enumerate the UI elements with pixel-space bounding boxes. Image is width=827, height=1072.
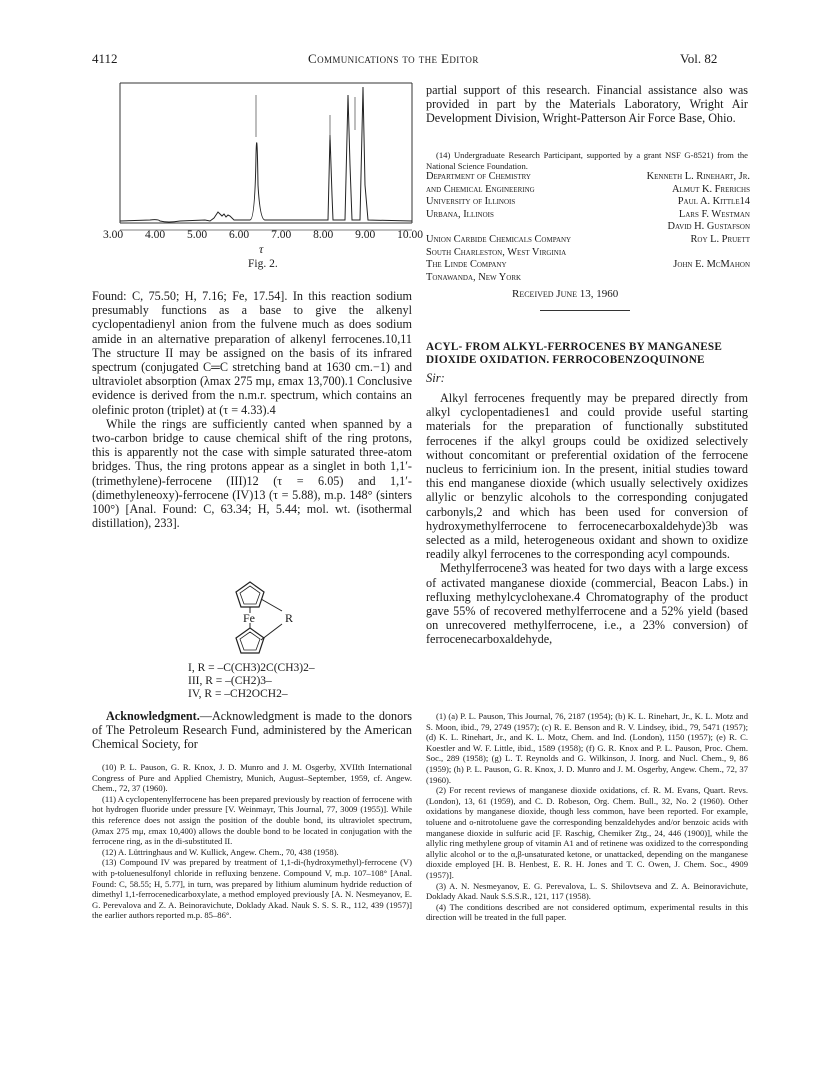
page-number: 4112: [92, 51, 118, 66]
tick-label: 10.00: [397, 229, 423, 241]
footnote: (14) Undergraduate Research Participant, supported by a grant NSF G-8521) from the National Science Foundation.: [426, 150, 748, 171]
nmr-figure: [110, 75, 420, 255]
affiliation-line: Department of Chemistry: [426, 171, 531, 182]
running-title: Communications to the Editor: [308, 51, 479, 66]
section-divider: [540, 310, 630, 311]
volume: Vol. 82: [680, 51, 718, 66]
author-name: Almut K. Frerichs: [672, 183, 750, 195]
paragraph: Methylferrocene3 was heated for two days with a large excess of activated manganese dioxide (commercial, Beacon Labs.) in refluxing methylcyclohexane.4 Chromatography of the product gave 55% of recovered methylferrocene and a 52% yield (based on unrecovered methylferrocene, i.e., a 23% conversion) of ferrocenecarboxaldehyde,: [426, 561, 748, 647]
paragraph: While the rings are sufficiently canted when spanned by a two-carbon bridge to cause chemical shift of the ring protons, this is apparently not the case with simple saturated three-atom bridges. Thus, the ring protons appear as a singlet in both 1,1′-(trimethylene)-ferrocene (III)12 (τ = 6.05) and 1,1′-(dimethyleneoxy)-ferrocene (IV)13 (τ = 5.88), m.p. 148° (sinters 100°) [Anal. Found: C, 63.34; H, 5.44; mol. wt. (isothermal distillation), 233].: [92, 416, 412, 531]
paragraph: Alkyl ferrocenes frequently may be prepared directly from alkyl cyclopentadienes1 and could provide useful starting materials for the preparation of functionally substituted ferrocenes if the alkyl groups could be oxidized selectively without concomitant or preferential oxidation of the ferrocene nucleus to ferricinium ion. In the present, initial studies toward this end manganese dioxide (which usually selectively oxidizes allylic or benzylic alcohols to the corresponding conjugated carbonyls,2 and which has been used for conversion of hydroxymethylferrocene to ferrocenecarboxaldehyde)3b was selected as a mild, heterogeneous oxidant and shown to oxidize readily alkyl ferrocenes to the corresponding acyl compounds.: [426, 391, 748, 562]
left-footnotes: [92, 762, 412, 921]
footnote: (10) P. L. Pauson, G. R. Knox, J. D. Munro and J. M. Osgerby, XVIIth International Congress of Pure and Applied Chemistry, Munich, August–September, 1959, cf. Angew. Chem., 72, 37 (1960).: [92, 762, 412, 794]
right-body-text: [426, 391, 748, 647]
author-name: Lars F. Westman: [678, 208, 750, 220]
paragraph: Found: C, 75.50; H, 7.16; Fe, 17.54]. In this reaction sodium presumably functions as a base to give the alkenyl cyclopentadienyl anion from the fulvene much as does sodium amide in an alternative preparation of alkenyl ferrocenes.10,11 The structure II may be assigned on the basis of its infrared spectrum (conjugated C═C stretching band at 1630 cm.−1) and ultraviolet absorption (λmax 275 mμ, εmax 13,700).1 Conclusive evidence is derived from the n.m.r. spectrum, which contains an olefinic proton (triplet) at (τ = 4.33).4: [92, 289, 412, 417]
structure-fe-label: Fe: [243, 611, 255, 625]
ferrocene-structure: [228, 580, 308, 656]
paragraph: partial support of this research. Financial assistance also was provided in part by the Materials Laboratory, Wright Air Development Division, Wright-Patterson Air Force Base, Ohio.: [426, 83, 748, 126]
footnote: (12) A. Lüttringhaus and W. Kullick, Angew. Chem., 70, 438 (1958).: [102, 846, 339, 857]
nmr-spectrum-plot: [110, 75, 420, 255]
footnote: (4) The conditions described are not considered optimum, experimental results in this direction will be treated in the full paper.: [426, 901, 748, 923]
author-name: John E. McMahon: [673, 259, 750, 271]
acknowledgment: [92, 709, 412, 752]
affiliation-line: Union Carbide Chemicals Company: [426, 233, 572, 245]
figure-caption: Fig. 2.: [248, 258, 278, 270]
nmr-tick-labels: [103, 229, 423, 241]
article-title-line: ACYL- FROM ALKYL-FERROCENES BY MANGANESE: [426, 341, 722, 353]
tick-label: 8.00: [313, 229, 334, 241]
right-footnotes: [426, 711, 748, 923]
article-title: [426, 341, 756, 367]
footnote: (2) For recent reviews of manganese dioxide oxidations, cf. R. M. Evans, Quart. Revs. (London), 13, 61 (1959), and C. D. Robeson, Org. Chem. Bull., 32, No. 2 (1960). Other oxidations by manganese dioxide, though less common, have been reported. For example, toluene and o-nitrotoluene gave the corresponding benzaldehydes and/or benzoic acids with manganese dioxide in sulfuric acid [F. Raschig, Chemiker Ztg., 24, 446 (1900)], while the allylic ring methylene group of vitamin A1 and of retinene was oxidized to the corresponding allylic alcohol or to the α,β-unsaturated ketone, or unattacked, depending on the manganese dioxide employed [H. B. Henbest, E. R. H. Jones and T. C. Owen, J. Chem. Soc., 4909 (1957)].: [426, 785, 748, 880]
affiliation-line: University of Illinois: [426, 196, 516, 208]
ferrocene-structure-drawing: [228, 580, 308, 656]
article-title-line: DIOXIDE OXIDATION. FERROCOBENZOQUINONE: [426, 354, 705, 366]
affiliation-line: and Chemical Engineering: [426, 183, 535, 195]
footnote: (1) (a) P. L. Pauson, This Journal, 76, 2187 (1954); (b) K. L. Rinehart, Jr., K. L. Motz and S. Moon, ibid., 79, 2749 (1957); (c) R. E. Benson and R. V. Lindsey, ibid., 79, 5471 (1957); (d) K. L. Rinehart, Jr., and K. L. Motz, Chem. and Ind. (London), 1150 (1957); (e) R. C. Koestler and W. F. Little, ibid., 1589 (1958); (f) G. R. Knox and P. L. Pauson, Proc. Chem. Soc., 289 (1958); (g) L. T. Reynolds and G. Wilkinson, J. Inorg. and Nucl. Chem., 9, 86 (1959); (h) P. L. Pauson, G. R. Knox, J. D. Munro and J. M. Osgerby, Angew. Chem., 72, 37 (1960).: [426, 711, 748, 785]
footnote: (13) Compound IV was prepared by treatment of 1,1-di-(hydroxymethyl)-ferrocene (V) with p-toluenesulfonyl chloride in refluxing benzene. Compound V, m.p. 107–108° [Anal. Found: C, 58.55; H, 5.77], in turn, was prepared by lithium aluminum hydride reduction of dimethyl 1,1-ferrocenedicarboxylate, a method employed previously [A. N. Nesmeyanov, E. G. Perevalova and Z. A. Beinoravichute, Doklady Akad. Nauk S. S. S. R., 112, 439 (1957)] the earlier authors reported m.p. 85–86°.: [92, 857, 412, 921]
tick-label: 5.00: [187, 229, 208, 241]
author-name: Kenneth L. Rinehart, Jr.: [646, 171, 750, 182]
salutation: Sir:: [426, 371, 445, 385]
acknowledgment-heading: Acknowledgment.: [106, 709, 200, 723]
tick-label: 4.00: [145, 229, 166, 241]
footnote: (11) A cyclopentenylferrocene has been prepared previously by reaction of ferrocene with hot hydrogen fluoride under pressure [V. Weinmayr, This Journal, 77, 3009 (1955)]. While this reference does not assign the position of the double bond, its ultraviolet spectrum, (λmax 275 mμ, εmax 10,400) allows the double bond to be located in conjugation with the ferrocene ring, as in the di-substituted II.: [92, 793, 412, 847]
author-name: Paul A. Kittle14: [677, 196, 750, 208]
tick-label: 3.00: [103, 229, 124, 241]
tick-label: 9.00: [355, 229, 376, 241]
affiliations: [426, 171, 750, 284]
author-name: David H. Gustafson: [667, 221, 750, 233]
structure-line: I, R = –C(CH3)2C(CH3)2–: [188, 662, 315, 674]
tick-label: 6.00: [229, 229, 250, 241]
left-body-text: [92, 289, 412, 579]
tick-label: 7.00: [271, 229, 292, 241]
acknowledgment-text: —Acknowledgment is made to the donors of The Petroleum Research Fund, administered by the American Chemical Society, for: [92, 709, 412, 752]
affiliation-line: Urbana, Illinois: [426, 208, 494, 220]
structure-line: IV, R = –CH2OCH2–: [188, 688, 288, 700]
affiliation-line: The Linde Company: [426, 259, 507, 271]
affiliation-line: South Charleston, West Virginia: [426, 246, 567, 258]
structure-line: III, R = –(CH2)3–: [188, 675, 272, 687]
footnote: (3) A. N. Nesmeyanov, E. G. Perevalova, L. S. Shilovtseva and Z. A. Beinoravichute, Doklady Akad. Nauk S.S.S.R., 121, 117 (1958).: [426, 880, 748, 902]
received-date: Received June 13, 1960: [512, 288, 619, 300]
right-top-paragraph: [426, 83, 748, 126]
structure-definitions: [188, 662, 315, 701]
author-name: Roy L. Pruett: [690, 233, 750, 245]
axis-symbol: τ: [259, 242, 264, 256]
footnote-14: [426, 150, 748, 171]
affiliation-line: Tonawanda, New York: [426, 271, 522, 283]
structure-r-label: R: [285, 611, 294, 625]
